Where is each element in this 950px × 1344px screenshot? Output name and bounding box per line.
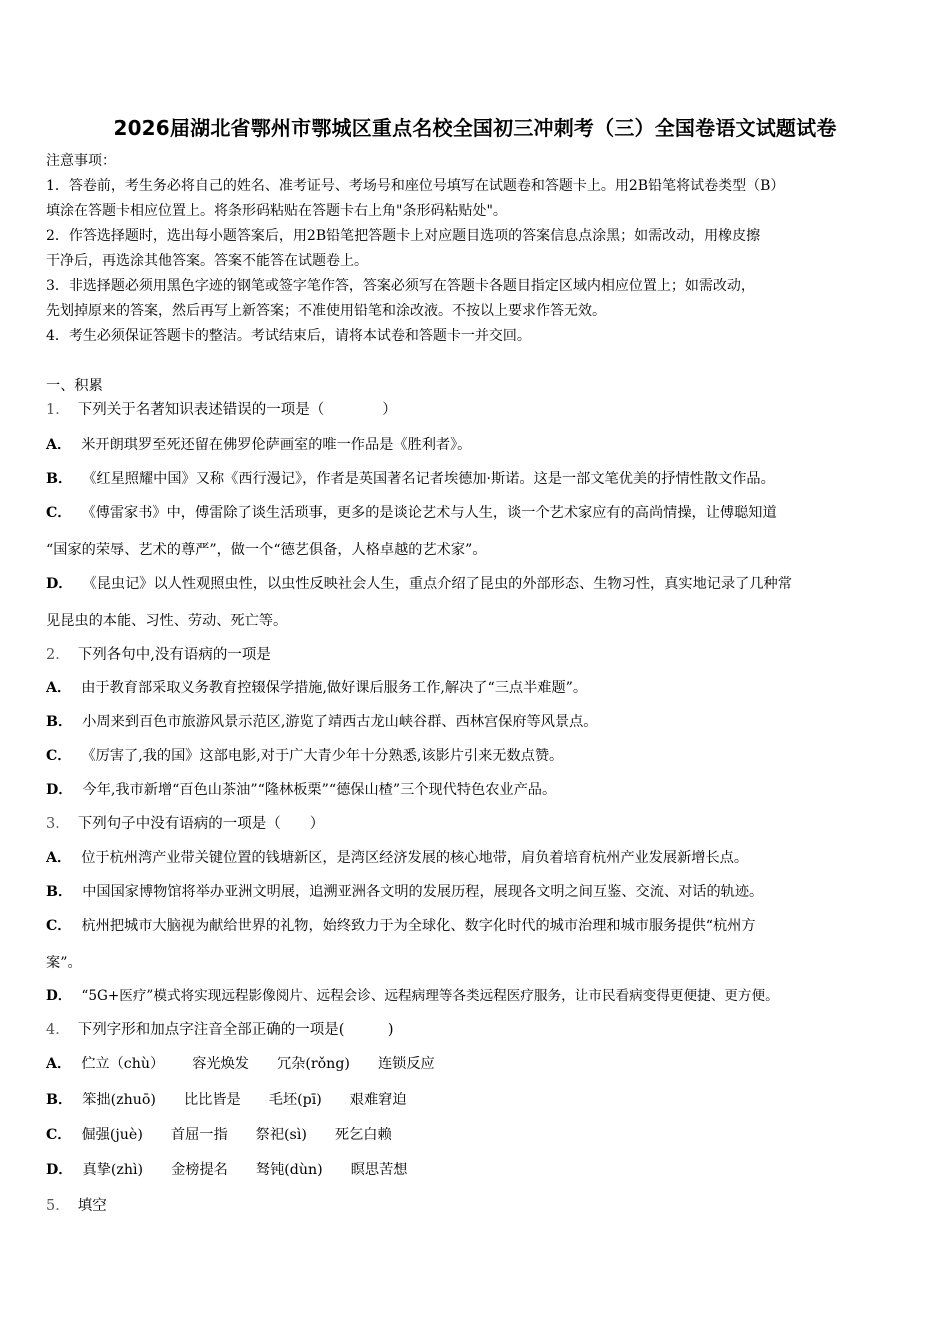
option-letter: A． <box>46 1056 72 1072</box>
q3-option-c <box>46 916 756 936</box>
q2-option-a <box>46 678 587 698</box>
q4-option-d <box>46 1160 407 1180</box>
option-letter: C． <box>46 748 72 764</box>
question-3-stem <box>46 814 324 834</box>
option-word: 祭祀(sì) <box>255 1127 307 1143</box>
question-number: 2． <box>46 647 70 663</box>
option-letter: D． <box>46 576 73 592</box>
option-word: 毛坯(pī) <box>268 1092 322 1108</box>
option-word: 瞑思苦想 <box>350 1162 408 1178</box>
option-letter: B． <box>46 471 73 487</box>
option-word: 比比皆是 <box>183 1092 241 1108</box>
question-2-stem <box>46 645 271 665</box>
question-4-stem <box>46 1020 394 1040</box>
q3-option-c-cont: 案”。 <box>46 955 82 971</box>
option-text: 小周来到百色市旅游风景示范区,游览了靖西古龙山峡谷群、西林宫保府等风景点。 <box>82 714 598 730</box>
option-letter: D． <box>46 988 72 1004</box>
q2-option-b <box>46 712 597 732</box>
option-word: 金榜提名 <box>171 1162 228 1178</box>
notes-line: 先划掉原来的答案，然后再写上新答案；不准使用铅笔和涂改液。不按以上要求作答无效。 <box>46 303 606 319</box>
question-text: 下列字形和加点字注音全部正确的一项是( ) <box>77 1022 394 1038</box>
question-number: 5． <box>46 1198 70 1214</box>
option-text: 米开朗琪罗至死还留在佛罗伦萨画室的唯一作品是《胜利者》。 <box>81 437 472 453</box>
q1-option-c-cont: “国家的荣辱、艺术的尊严”，做一个“德艺俱备，人格卓越的艺术家”。 <box>46 542 487 558</box>
option-text: 《红星照耀中国》又称《西行漫记》，作者是英国著名记者埃德加·斯诺。这是一部文笔优美的抒情性散文作品。 <box>82 471 775 487</box>
question-1-stem <box>46 400 397 420</box>
notes-line: 干净后，再选涂其他答案。答案不能答在试题卷上。 <box>46 253 368 269</box>
option-letter: B． <box>46 884 73 900</box>
q3-option-a <box>46 848 748 868</box>
q4-option-a <box>46 1054 435 1074</box>
question-text: 填空 <box>77 1198 107 1214</box>
option-letter: A． <box>46 680 72 696</box>
option-letter: C． <box>46 918 72 934</box>
option-word: 连锁反应 <box>377 1056 435 1072</box>
q1-option-a <box>46 435 471 455</box>
option-text: 《厉害了,我的国》这部电影,对于广大青少年十分熟悉,该影片引来无数点赞。 <box>81 748 564 764</box>
option-letter: D． <box>46 782 73 798</box>
question-5-stem <box>46 1196 107 1216</box>
option-word: 死乞白赖 <box>334 1127 392 1143</box>
q1-option-d <box>46 574 792 594</box>
option-letter: C． <box>46 505 72 521</box>
page-title: 2026届湖北省鄂州市鄂城区重点名校全国初三冲刺考（三）全国卷语文试题试卷 <box>113 116 837 140</box>
option-word: 容光焕发 <box>192 1056 249 1072</box>
option-word: 倔强(juè) <box>81 1127 143 1143</box>
q2-option-c <box>46 746 563 766</box>
q3-option-d <box>46 986 779 1006</box>
option-text: “5G+医疗”模式将实现远程影像阅片、远程会诊、远程病理等各类远程医疗服务，让市民看病变得更便捷、更方便。 <box>81 988 779 1004</box>
option-text: 由于教育部采取义务教育控辍保学措施,做好课后服务工作,解决了“三点半难题”。 <box>81 680 588 696</box>
section-heading: 一、积累 <box>46 378 103 394</box>
option-letter: C． <box>46 1127 72 1143</box>
option-word: 伫立（chù） <box>81 1056 165 1072</box>
option-word: 笨拙(zhuō) <box>82 1092 156 1108</box>
q2-option-d <box>46 780 556 800</box>
option-word: 真挚(zhì) <box>82 1162 144 1178</box>
option-text: 杭州把城市大脑视为献给世界的礼物，始终致力于为全球化、数字化时代的城市治理和城市服务提供“杭州方 <box>81 918 756 934</box>
question-number: 1． <box>46 402 70 418</box>
question-text: 下列句子中没有语病的一项是（ ） <box>77 816 325 832</box>
question-number: 4． <box>46 1022 70 1038</box>
q4-option-c <box>46 1125 392 1145</box>
option-word: 首屈一指 <box>170 1127 228 1143</box>
q3-option-b <box>46 882 763 902</box>
option-word: 驽钝(dùn) <box>255 1162 323 1178</box>
option-letter: B． <box>46 1092 73 1108</box>
notes-line: 2．作答选择题时，选出每小题答案后，用2B铅笔把答题卡上对应题目选项的答案信息点涂黑；如需改动，用橡皮擦 <box>46 228 761 244</box>
option-word: 艰难窘迫 <box>349 1092 407 1108</box>
option-word: 冗杂(rǒng) <box>276 1056 350 1072</box>
q4-option-b <box>46 1090 407 1110</box>
notes-line: 3．非选择题必须用黑色字迹的钢笔或签字笔作答，答案必须写在答题卡各题目指定区域内相应位置上；如需改动， <box>46 278 755 294</box>
question-text: 下列关于名著知识表述错误的一项是（ ） <box>77 402 397 418</box>
option-text: 位于杭州湾产业带关键位置的钱塘新区，是湾区经济发展的核心地带，肩负着培育杭州产业发展新增长点。 <box>81 850 749 866</box>
option-text: 《昆虫记》以人性观照虫性，以虫性反映社会人生，重点介绍了昆虫的外部形态、生物习性，真实地记录了几种常 <box>82 576 792 592</box>
option-letter: D． <box>46 1162 73 1178</box>
q1-option-d-cont: 见昆虫的本能、习性、劳动、死亡等。 <box>46 613 288 629</box>
option-letter: A． <box>46 437 72 453</box>
option-letter: B． <box>46 714 73 730</box>
option-text: 今年,我市新增“百色山茶油”“隆林板栗”“德保山楂”三个现代特色农业产品。 <box>82 782 557 798</box>
notes-heading: 注意事项： <box>46 153 116 169</box>
option-text: 中国国家博物馆将举办亚洲文明展，追溯亚洲各文明的发展历程，展现各文明之间互鉴、交流、对话的轨迹。 <box>82 884 764 900</box>
q1-option-c <box>46 503 777 523</box>
option-letter: A． <box>46 850 72 866</box>
notes-line: 填涂在答题卡相应位置上。将条形码粘贴在答题卡右上角"条形码粘贴处"。 <box>46 203 507 219</box>
question-text: 下列各句中,没有语病的一项是 <box>77 647 271 663</box>
q1-option-b <box>46 469 775 489</box>
notes-line: 4．考生必须保证答题卡的整洁。考试结束后，请将本试卷和答题卡一并交回。 <box>46 328 531 344</box>
question-number: 3． <box>46 816 70 832</box>
option-text: 《傅雷家书》中，傅雷除了谈生活琐事，更多的是谈论艺术与人生，谈一个艺术家应有的高尚情操，让傅聪知道 <box>81 505 777 521</box>
notes-line: 1．答卷前，考生务必将自己的姓名、准考证号、考场号和座位号填写在试题卷和答题卡上。用2B铅笔将试卷类型（B） <box>46 178 785 194</box>
